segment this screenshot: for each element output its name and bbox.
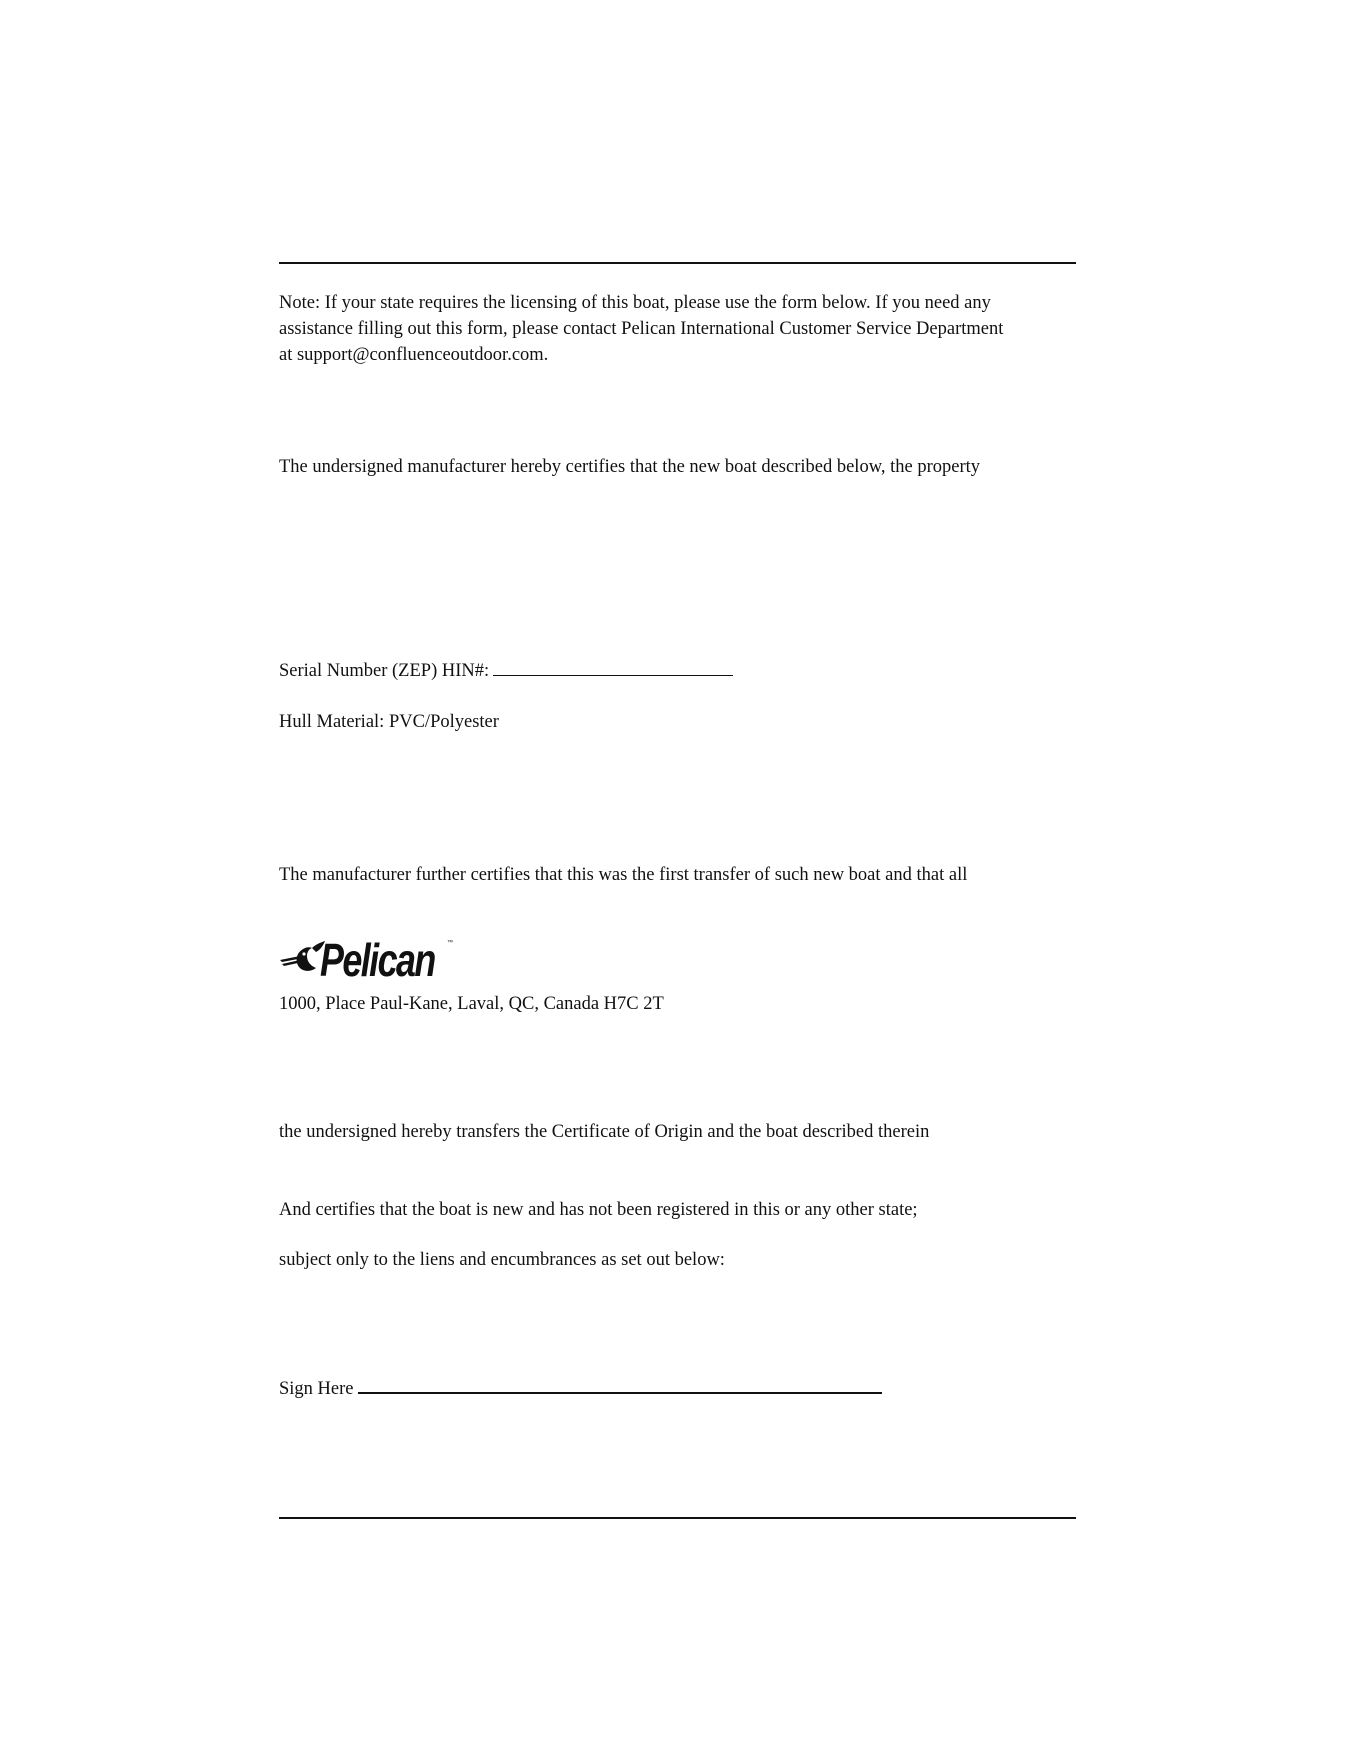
note-line-3: at support@confluenceoutdoor.com. <box>279 345 549 365</box>
top-divider <box>279 262 1076 264</box>
signature-field[interactable] <box>358 1374 882 1394</box>
assignment-line-1: the undersigned hereby transfers the Certificate of Origin and the boat described therein <box>279 1122 930 1142</box>
transfer-text: The manufacturer further certifies that this was the first transfer of such new boat and that all <box>279 865 968 885</box>
hull-material: Hull Material: PVC/Polyester <box>279 712 499 732</box>
certification-text: The undersigned manufacturer hereby certifies that the new boat described below, the property <box>279 457 981 477</box>
trademark-symbol: ™ <box>447 940 453 946</box>
serial-number-row <box>279 657 733 684</box>
signature-label: Sign Here <box>279 1379 354 1399</box>
assignment-line-3: subject only to the liens and encumbrances as set out below: <box>279 1250 725 1270</box>
note-paragraph <box>279 290 1069 368</box>
manufacturer-address: 1000, Place Paul-Kane, Laval, QC, Canada H7C 2T <box>279 994 664 1014</box>
serial-number-label: Serial Number (ZEP) HIN#: <box>279 661 490 681</box>
note-line-2: assistance filling out this form, please contact Pelican International Customer Service Department <box>279 319 1004 339</box>
note-line-1: Note: If your state requires the licensing of this boat, please use the form below. If you need any <box>279 293 991 313</box>
assignment-line-2: And certifies that the boat is new and has not been registered in this or any other state; <box>279 1200 918 1220</box>
bottom-divider <box>279 1517 1076 1519</box>
signature-row <box>279 1374 882 1402</box>
pelican-bird-icon <box>278 940 326 978</box>
logo-wordmark: Pelican <box>320 934 435 986</box>
pelican-logo <box>278 934 453 986</box>
serial-number-field[interactable] <box>493 657 733 676</box>
